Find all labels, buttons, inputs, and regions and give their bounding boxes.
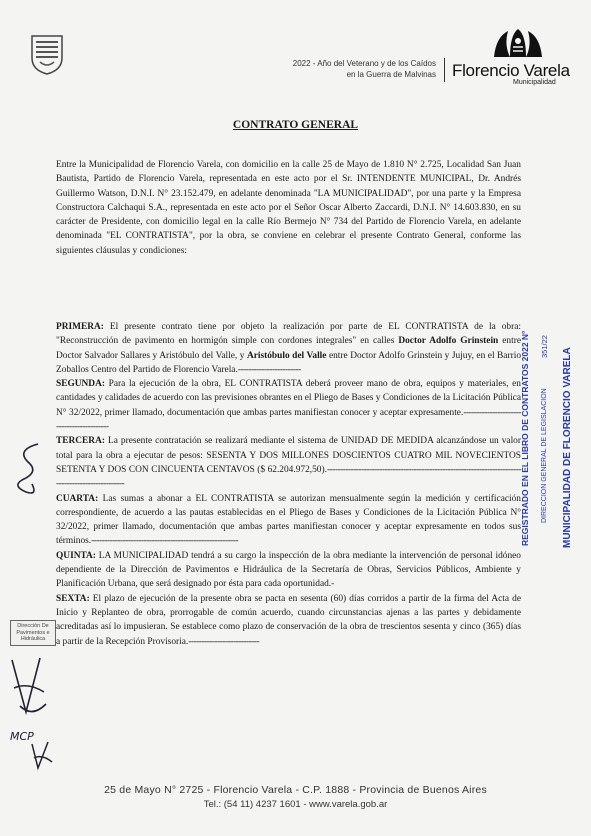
clause-segunda bbox=[56, 377, 521, 434]
street-name-bold: Aristóbulo del Valle bbox=[246, 350, 327, 361]
clause-text: El plazo de ejecución de la presente obra se pacta en sesenta (60) días corridos a partir de la firma del Acta de Inicio y Replanteo de obra, prorrogable de común acuerdo, cuando circunstancias ajenas a las partes y debidamente acreditadas así lo impusieran. Se establece como plazo de conservación de la obra de trescientos sesenta y cinco (365) días a partir de la Recepción Provisoria. bbox=[56, 593, 521, 647]
street-name-bold: Doctor Adolfo Grinstein bbox=[398, 336, 499, 347]
motto-line-1: 2022 - Año del Veterano y de los Caídos bbox=[292, 59, 436, 68]
footer-address: 25 de Mayo N° 2725 - Florencio Varela - C.P. 1888 - Provincia de Buenos Aires bbox=[104, 784, 487, 796]
clause-sexta bbox=[56, 592, 521, 649]
clause-text: Para la ejecución de la obra, EL CONTRATISTA deberá proveer mano de obra, equipos y materiales, en cantidades y calidades de acuerdo con las previsiones obrantes en el Pliego de Bases y Condiciones de la Licitación Pública N° 32/2022, primer llamado, documentación que ambas partes manifiestan conocer y aceptar expresamente. bbox=[56, 379, 521, 418]
clause-text: entre Doctor Salvador Sallares y Aristóbulo del Valle, y bbox=[56, 336, 521, 361]
handwritten-signature bbox=[6, 652, 50, 722]
handwritten-signature bbox=[8, 440, 48, 500]
municipal-crest-icon bbox=[30, 34, 64, 76]
florencio-varela-logo-icon bbox=[490, 27, 546, 63]
clause-primera bbox=[56, 320, 521, 377]
registry-stamp-line-1: REGISTRADO EN EL LIBRO DE CONTRATOS 2022 N° bbox=[520, 330, 530, 546]
initials-text: MCP bbox=[10, 730, 34, 743]
clause-label: QUINTA: bbox=[56, 550, 96, 561]
filler-dashes: -------------------------------------------------------- bbox=[91, 536, 238, 547]
year-motto bbox=[246, 58, 436, 80]
filler-dashes: ------------------------ bbox=[237, 364, 301, 375]
clause-label: CUARTA: bbox=[56, 493, 99, 504]
brand-name: Florencio Varela bbox=[452, 61, 570, 80]
clause-label: TERCERA: bbox=[56, 436, 105, 447]
registry-stamp-number: 351/22 bbox=[540, 335, 549, 358]
clause-text: Las sumas a abonar a EL CONTRATISTA se autorizan mensualmente según la medición y certificación correspondiente, de acuerdo a las pautas establecidas en el Pliego de Bases y Condiciones de la Licitación Pública N° 32/2022, primer llamado, documentación que ambas partes manifiestan conocer y aceptar expresamente en todos sus términos. bbox=[56, 493, 521, 547]
registry-stamp-line-2: DIRECCION GENERAL DE LEGISLACION bbox=[541, 388, 548, 523]
clause-text: entre Doctor Adolfo Grinstein y Jujuy, en el Barrio Zoballos Centro del Partido de Florencio Varela. bbox=[56, 350, 522, 375]
document-title: CONTRATO GENERAL bbox=[232, 119, 359, 131]
filler-dashes: ------------------------------------------ bbox=[56, 407, 521, 433]
brand-subtitle: Municipalidad bbox=[513, 79, 556, 86]
clause-quinta bbox=[56, 549, 521, 592]
clause-label: SEXTA: bbox=[56, 593, 90, 604]
registry-stamp bbox=[520, 318, 590, 548]
clause-cuarta bbox=[56, 492, 521, 549]
clause-text: La presente contratación se realizará mediante el sistema de UNIDAD DE MEDIDA alcanzándose un valor total para la obra a ejecutar de pesos: SESENTA Y DOS MILLONES DOSCIENTOS CUATRO MIL NOVECIENTOS SETENTA Y DOS CON CINCUENTA CENTAVOS ($ 62.204.972,50). bbox=[56, 436, 521, 475]
clause-label: SEGUNDA: bbox=[56, 379, 105, 390]
filler-dashes: ---------------------------------------------------------------------------------------------------- bbox=[56, 464, 521, 490]
handwritten-initials bbox=[8, 724, 56, 772]
clause-tercera bbox=[56, 434, 521, 491]
intro-paragraph: Entre la Municipalidad de Florencio Varela, con domicilio en la calle 25 de Mayo de 1.810 N° 2.725, Localidad San Juan Bautista, Partido de Florencio Varela, representada en este acto por el Sr. INTENDENTE MUNICIPAL, Dr. Andrés Guillermo Watson, D.N.I. N° 23.152.479, en adelante denominada "LA MUNICIPALIDAD", por una parte y la Empresa Constructora Calchaqui S.A., representada en este acto por el Señor Oscar Alberto Zaccardi, D.N.I. N° 14.603.830, en su carácter de Presidente, con domicilio legal en la calle Río Bermejo N° 734 del Partido de Florencio Varela, en adelante denominada "EL CONTRATISTA", por la obra, se conviene en celebrar el presente Contrato General, conforme las siguientes cláusulas y condiciones: bbox=[56, 160, 521, 256]
clause-label: PRIMERA: bbox=[56, 322, 104, 332]
filler-dashes: - bbox=[331, 579, 334, 590]
registry-stamp-line-3: MUNICIPALIDAD DE FLORENCIO VARELA bbox=[562, 347, 573, 548]
clause-text: LA MUNICIPALIDAD tendrá a su cargo la inspección de la obra mediante la intervención de personal idóneo dependiente de la Dirección de Pavimentos e Hidráulica de la Secretaría de Obras, Servicios Públicos, Ambiente y Planificación Urbana, que será designado por ésta para cada oportunidad. bbox=[56, 550, 521, 590]
clause-text: El presente contrato tiene por objeto la realización por parte de EL CONTRATISTA de la obra: "Reconstrucción de pavimento en hormigón simple con cordones integrales" en calles bbox=[56, 322, 521, 347]
direction-stamp: Dirección De Pavimentos e Hidráulica bbox=[10, 620, 56, 646]
filler-dashes: --------------------------- bbox=[188, 636, 260, 647]
contract-clauses bbox=[56, 320, 521, 649]
motto-line-2: en la Guerra de Malvinas bbox=[346, 70, 436, 79]
header-divider bbox=[444, 58, 445, 82]
footer-contact: Tel.: (54 11) 4237 1601 - www.varela.gob.ar bbox=[203, 799, 388, 810]
contract-intro bbox=[56, 158, 521, 258]
